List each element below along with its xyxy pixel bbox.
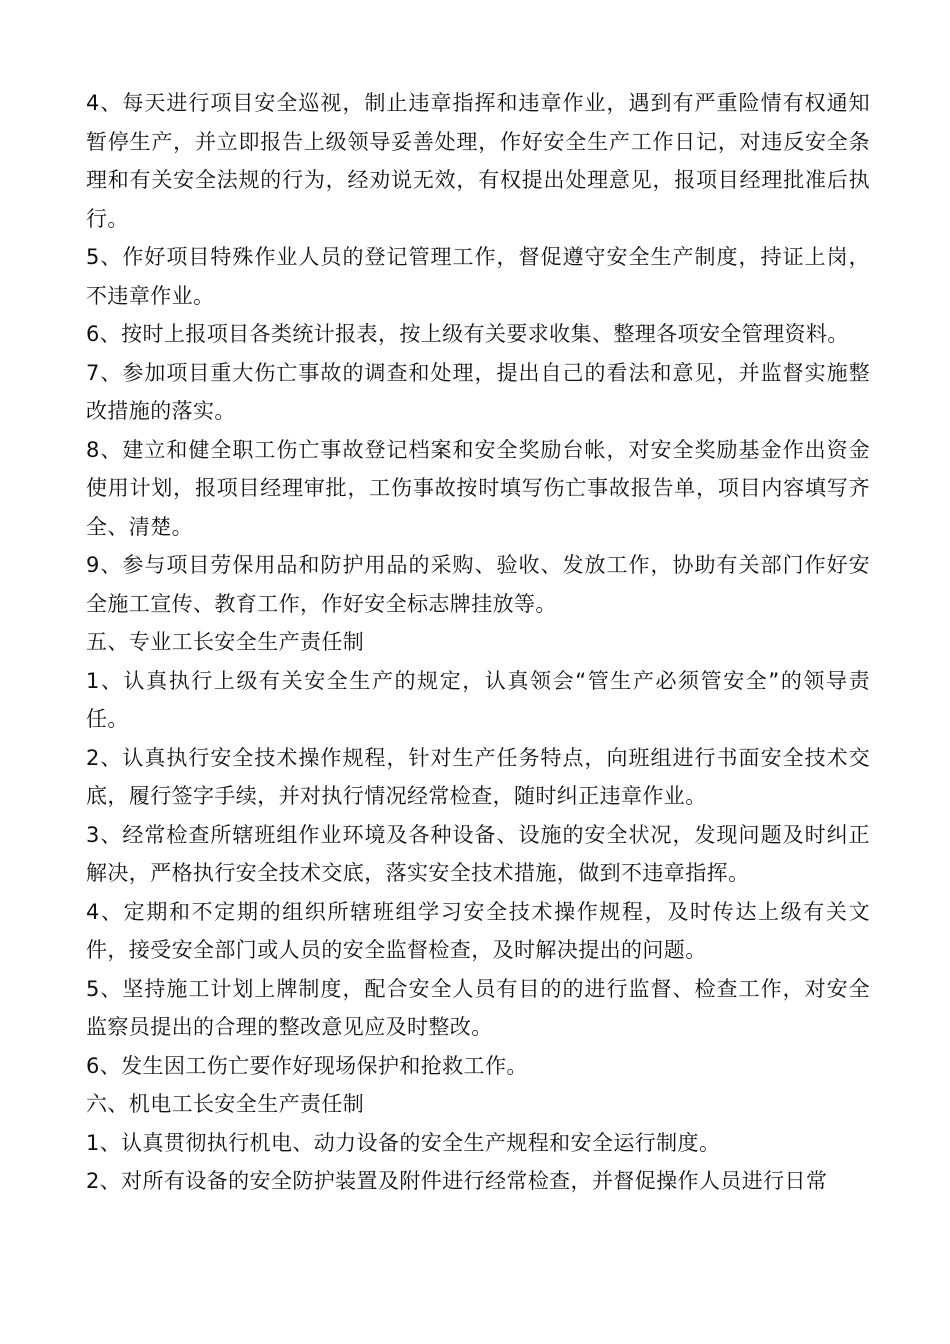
paragraph-item-6-reports: 6、按时上报项目各类统计报表，按上级有关要求收集、整理各项安全管理资料。 (86, 322, 849, 346)
paragraph-electromechanical-1: 1、认真贯彻执行机电、动力设备的安全生产规程和安全运行制度。 (86, 1130, 721, 1155)
document-page (86, 84, 870, 1201)
paragraph-item-4-patrol: 4、每天进行项目安全巡视，制止违章指挥和违章作业，遇到有严重险情有权通知暂停生产，并立即报告上级领导妥善处理，作好安全生产工作日记，对违反安全条理和有关安全法规的行为，经劝说无效，有权提出处理意见，报项目经理批准后执行。 (86, 91, 870, 231)
paragraph-foreman-4: 4、定期和不定期的组织所辖班组学习安全技术操作规程，及时传达上级有关文件，接受安全部门或人员的安全监督检查，及时解决提出的问题。 (86, 899, 870, 962)
paragraph-item-8-records: 8、建立和健全职工伤亡事故登记档案和安全奖励台帐，对安全奖励基金作出资金使用计划，报项目经理审批，工伤事故按时填写伤亡事故报告单，项目内容填写齐全、清楚。 (86, 437, 870, 539)
paragraph-foreman-6: 6、发生因工伤亡要作好现场保护和抢救工作。 (86, 1053, 528, 1078)
paragraph-foreman-5: 5、坚持施工计划上牌制度，配合安全人员有目的的进行监督、检查工作，对安全监察员提出的合理的整改意见应及时整改。 (86, 976, 870, 1039)
paragraph-item-5-registration: 5、作好项目特殊作业人员的登记管理工作，督促遵守安全生产制度，持证上岗，不违章作业。 (86, 245, 870, 308)
paragraph-item-7-accident-investigation: 7、参加项目重大伤亡事故的调查和处理，提出自己的看法和意见，并监督实施整改措施的落实。 (86, 360, 870, 423)
section-heading-foreman: 五、专业工长安全生产责任制 (86, 630, 365, 654)
paragraph-foreman-1: 1、认真执行上级有关安全生产的规定，认真领会“管生产必须管安全”的领导责任。 (86, 668, 870, 731)
paragraph-item-9-protective-equipment: 9、参与项目劳保用品和防护用品的采购、验收、发放工作，协助有关部门作好安全施工宣传、教育工作，作好安全标志牌挂放等。 (86, 553, 870, 616)
paragraph-electromechanical-2: 2、对所有设备的安全防护装置及附件进行经常检查，并督促操作人员进行日常 (86, 1169, 828, 1193)
paragraph-foreman-3: 3、经常检查所辖班组作业环境及各种设备、设施的安全状况，发现问题及时纠正解决，严格执行安全技术交底，落实安全技术措施，做到不违章指挥。 (86, 822, 870, 885)
paragraph-foreman-2: 2、认真执行安全技术操作规程，针对生产任务特点，向班组进行书面安全技术交底，履行签字手续，并对执行情况经常检查，随时纠正违章作业。 (86, 745, 870, 808)
section-heading-electromechanical: 六、机电工长安全生产责任制 (86, 1092, 365, 1116)
